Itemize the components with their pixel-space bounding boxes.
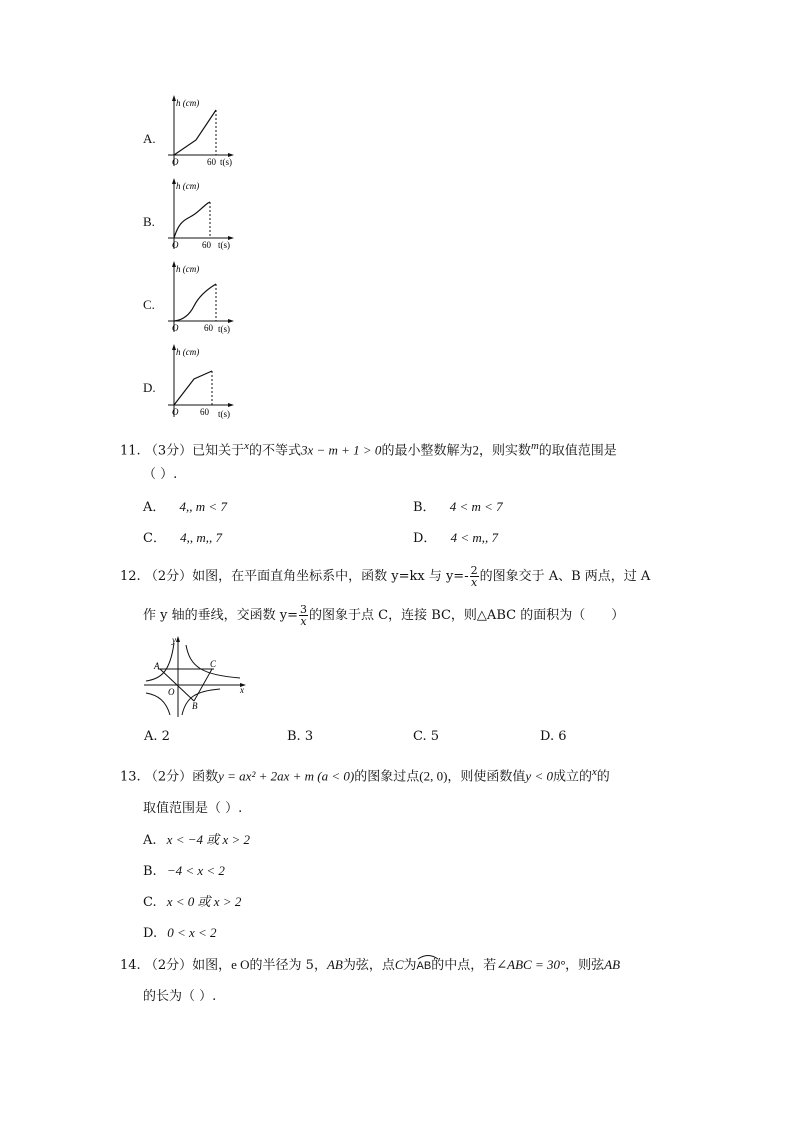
- h-label: h (cm): [176, 181, 200, 191]
- q14-text-f: ，则弦: [565, 958, 605, 973]
- q11-score: （3分）: [144, 443, 193, 459]
- q11-option-a: [143, 497, 227, 518]
- q11-option-d: [413, 528, 498, 549]
- q14-circle: e O: [231, 957, 250, 972]
- q11-line2: （ ）.: [143, 467, 178, 482]
- t-value: 60: [202, 240, 211, 250]
- q13-option-c: [143, 892, 241, 913]
- t-label: t(s): [218, 324, 230, 334]
- h-label: h (cm): [176, 347, 200, 357]
- h-label: h (cm): [176, 264, 200, 274]
- origin-label: O: [168, 687, 175, 697]
- q14-line1: [120, 955, 620, 976]
- q14-ab: AB: [326, 957, 343, 972]
- q11-option-b: [413, 497, 503, 518]
- q11-text-b: 的不等式: [248, 443, 301, 459]
- q13-point: (2, 0): [419, 768, 448, 784]
- option-text: 4,, m < 7: [179, 499, 227, 514]
- point-b-label: B: [192, 701, 198, 711]
- q12-line1: [120, 564, 650, 590]
- q11-text-c: 的最小整数解为: [381, 443, 473, 459]
- t-value: 60: [200, 407, 209, 417]
- point-c-label: C: [210, 659, 217, 669]
- fraction-numerator: 2: [470, 564, 478, 577]
- q13-text-e: 的: [596, 769, 610, 785]
- option-text: x < −4 或 x > 2: [166, 832, 251, 847]
- q13-text-b: 的图象过点: [354, 769, 420, 785]
- option-letter: D．: [413, 531, 437, 546]
- q14-ab2: AB: [604, 957, 621, 972]
- graph-b: [160, 175, 240, 253]
- option-letter: C.: [143, 895, 157, 910]
- q11-line1: [120, 436, 617, 461]
- option-letter: A.: [143, 833, 157, 848]
- option-letter: B.: [143, 864, 157, 879]
- q12-option-b: B. 3: [287, 729, 314, 744]
- q14-text-a: 如图，: [192, 958, 232, 973]
- q12-fraction-1: [470, 565, 479, 588]
- q13-text-d: 成立的: [552, 769, 592, 785]
- option-text: 4,, m,, 7: [180, 530, 222, 545]
- q12-line2-b: 的图象于点 C，连接 BC，则△ABC 的面积为（ ）: [308, 608, 625, 623]
- q12-line2: [143, 603, 624, 629]
- q14-text-b: 的半径为 5，: [249, 958, 327, 973]
- q12-figure: [140, 633, 250, 719]
- q14-number: 14.: [120, 958, 141, 973]
- q14-text-e: 的中点，若: [431, 958, 497, 973]
- t-label: t(s): [220, 157, 232, 167]
- graph-a: [160, 92, 240, 170]
- q11-text-e: 的取值范围是: [538, 443, 617, 459]
- q12-text-a: 如图，在平面直角坐标系中，函数 y=kx 与 y=-: [192, 569, 469, 584]
- origin-label: O: [172, 240, 179, 250]
- q11-two: 2: [472, 442, 479, 458]
- h-label: h (cm): [176, 98, 200, 108]
- fraction-numerator: 3: [299, 603, 307, 616]
- q12-score: （2分）: [144, 569, 193, 584]
- option-letter: B．: [413, 500, 436, 515]
- q12-number: 12.: [120, 569, 141, 584]
- option-text: −4 < x < 2: [166, 863, 225, 878]
- x-axis-label: x: [240, 685, 244, 695]
- t-value: 60: [204, 323, 213, 333]
- origin-label: O: [172, 157, 179, 167]
- q11-text-a: 已知关于: [192, 443, 245, 459]
- q13-condition: y < 0: [525, 768, 553, 784]
- arc-icon: [417, 954, 439, 960]
- q14-angle: ∠ABC = 30°: [496, 957, 566, 972]
- q13-line1: [120, 762, 610, 787]
- t-value: 60: [207, 157, 216, 167]
- q11-var-m: m: [530, 440, 539, 452]
- option-b-letter: B.: [143, 214, 155, 229]
- option-text: 0 < x < 2: [167, 925, 217, 940]
- q14-c: C: [394, 957, 404, 972]
- q13-text-c: ，则使函数值: [447, 769, 526, 785]
- point-a-label: A: [154, 661, 160, 671]
- arc-label: AB: [416, 960, 432, 972]
- q11-number: 11.: [120, 443, 141, 459]
- q13-option-d: [143, 923, 217, 944]
- q13-number: 13.: [120, 769, 141, 785]
- origin-label: O: [172, 323, 179, 333]
- q12-fraction-2: [299, 604, 308, 627]
- q14-line2: 的长为（ ）.: [143, 989, 217, 1004]
- q14-text-c: 为弦，点: [342, 958, 395, 973]
- q11-option-c: [143, 528, 222, 549]
- q14-score: （2分）: [144, 958, 193, 973]
- y-axis-label: y: [172, 635, 176, 645]
- q12-option-c: C. 5: [413, 729, 440, 744]
- q13-function: y = ax² + 2ax + m (a < 0): [218, 768, 355, 784]
- q13-option-a: [143, 830, 250, 851]
- q13-option-b: [143, 861, 225, 882]
- option-text: 4 < m < 7: [449, 499, 503, 514]
- q11-text-d: ，则实数: [478, 443, 531, 459]
- svg-text:h (cm): [176, 98, 199, 108]
- q11-inequality: 3x − m + 1 > 0: [300, 442, 382, 458]
- fraction-denominator: x: [300, 615, 307, 628]
- t-label: t(s): [218, 409, 230, 419]
- option-text: 4 < m,, 7: [450, 530, 498, 545]
- q11-var-x: x: [244, 440, 249, 452]
- option-letter: D.: [143, 926, 158, 941]
- q12-option-d: D. 6: [540, 729, 567, 744]
- graph-c: [160, 258, 240, 336]
- t-label: t(s): [218, 240, 230, 250]
- option-c-letter: C.: [143, 297, 155, 312]
- fraction-denominator: x: [470, 576, 478, 589]
- q12-line2-a: 作 y 轴的垂线，交函数 y=: [143, 608, 298, 623]
- option-d-letter: D.: [143, 380, 156, 395]
- q13-score: （2分）: [144, 769, 193, 785]
- origin-label: O: [172, 407, 179, 417]
- q12-text-b: 的图象交于 A、B 两点，过 A: [479, 569, 651, 584]
- option-letter: A．: [143, 500, 166, 515]
- q14-text-d: 为: [403, 958, 417, 973]
- q13-var-x: x: [591, 766, 597, 778]
- q13-line2: 取值范围是（ ）.: [143, 801, 243, 816]
- q14-arc: [417, 956, 432, 976]
- q12-option-a: A. 2: [144, 729, 170, 744]
- option-a-letter: A.: [143, 131, 156, 146]
- q13-text-a: 函数: [192, 769, 219, 785]
- option-text: x < 0 或 x > 2: [166, 894, 242, 909]
- graph-d: [160, 341, 240, 421]
- option-letter: C．: [143, 531, 166, 546]
